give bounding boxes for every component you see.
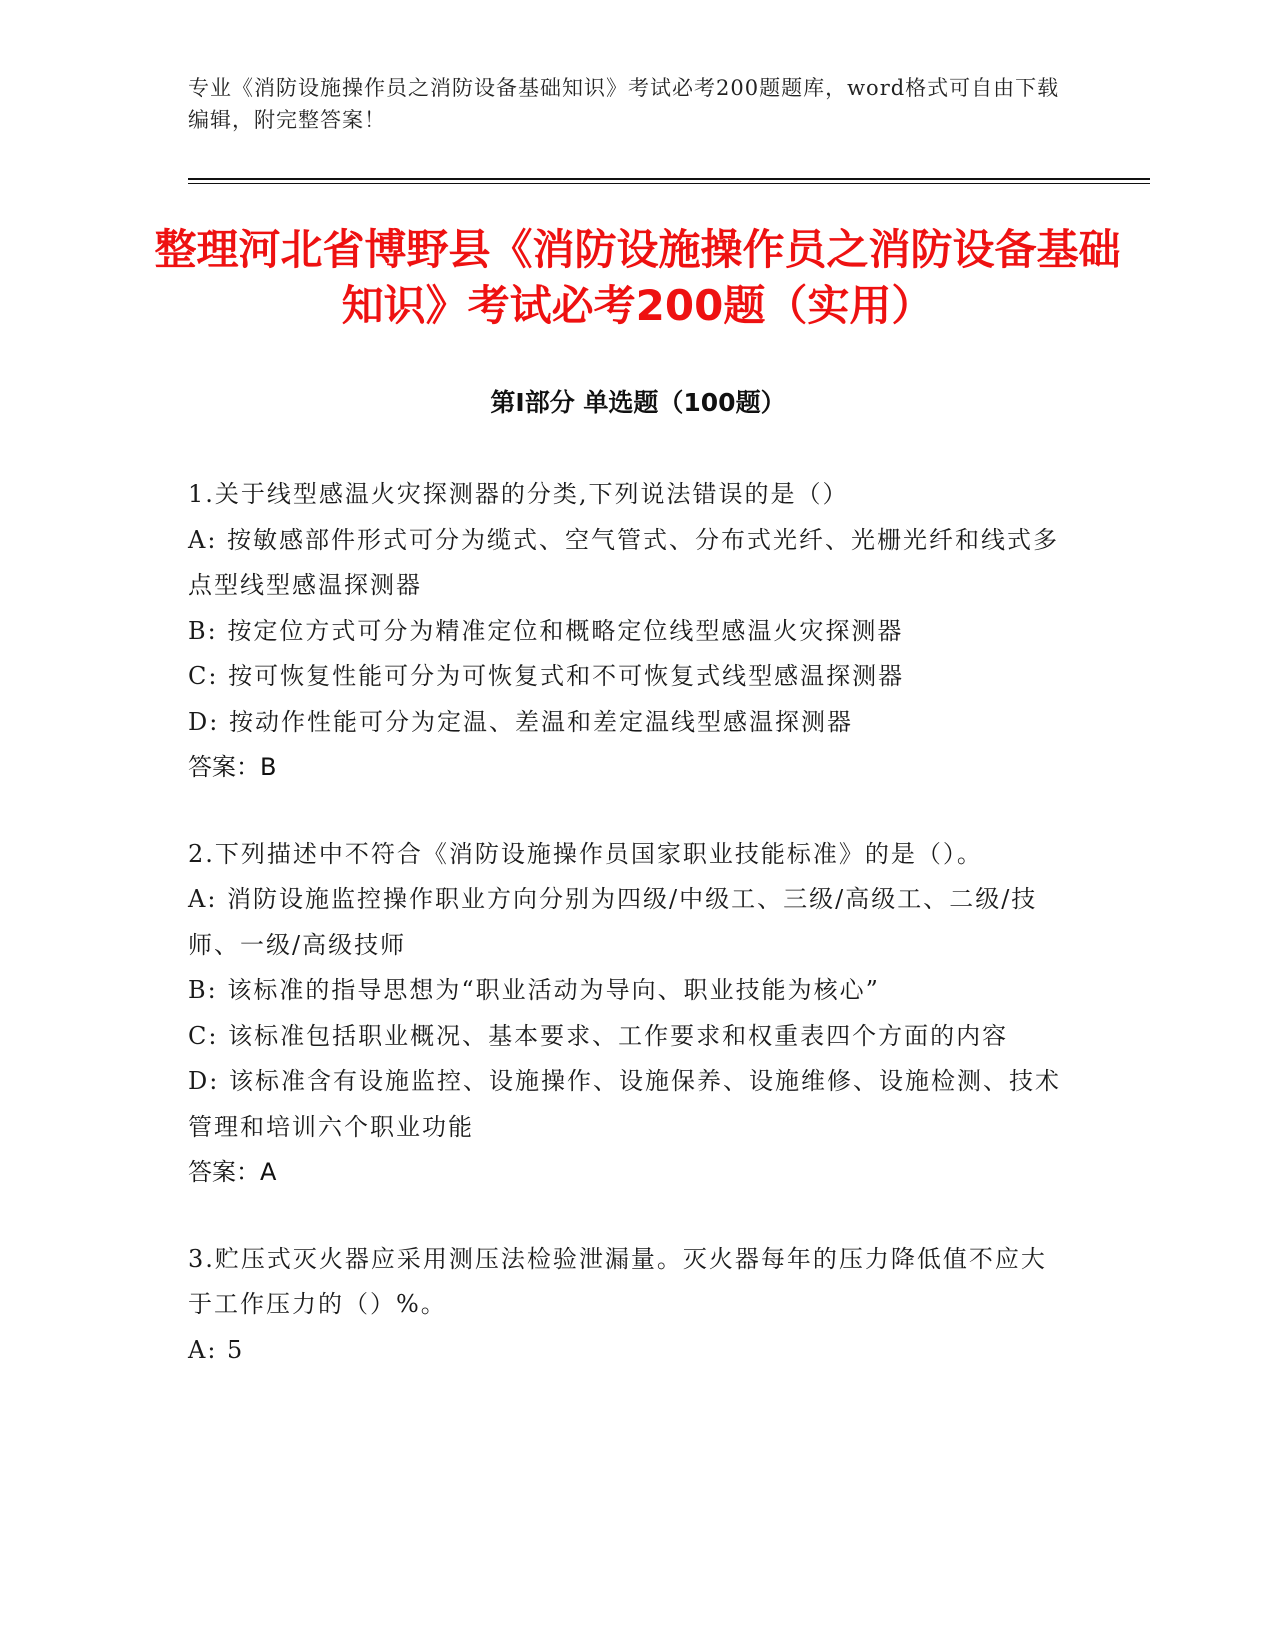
section-heading: 第I部分 单选题（100题）	[490, 388, 786, 417]
question-2	[188, 832, 1068, 1196]
question-3	[188, 1237, 1068, 1374]
option-b: B: 该标准的指导思想为“职业活动为导向、职业技能为核心”	[188, 976, 880, 1004]
header-divider-thick	[188, 178, 1150, 180]
option-c: C: 按可恢复性能可分为可恢复式和不可恢复式线型感温探测器	[188, 662, 905, 690]
option-a: A: 5	[188, 1335, 245, 1364]
question-list	[188, 472, 1068, 1414]
option-d: D: 按动作性能可分为定温、差温和差定温线型感温探测器	[188, 707, 853, 736]
answer-line: 答案：A	[188, 1158, 277, 1186]
document-title: 整理河北省博野县《消防设施操作员之消防设备基础知识》考试必考200题（实用）	[154, 225, 1121, 330]
question-stem: 2.下列描述中不符合《消防设施操作员国家职业技能标准》的是（）。	[188, 839, 983, 868]
option-c: C: 该标准包括职业概况、基本要求、工作要求和权重表四个方面的内容	[188, 1021, 1009, 1050]
header-note: 专业《消防设施操作员之消防设备基础知识》考试必考200题题库，word格式可自由下载编辑，附完整答案！	[188, 76, 1060, 132]
question-1	[188, 472, 1068, 791]
question-stem: 1.关于线型感温火灾探测器的分类,下列说法错误的是（）	[188, 480, 849, 508]
question-stem: 3.贮压式灭火器应采用测压法检验泄漏量。灭火器每年的压力降低值不应大于工作压力的（）%。	[188, 1244, 1047, 1318]
option-a: A: 按敏感部件形式可分为缆式、空气管式、分布式光纤、光栅光纤和线式多点型线型感温探测器	[188, 525, 1060, 599]
option-d: D: 该标准含有设施监控、设施操作、设施保养、设施维修、设施检测、技术管理和培训六个职业功能	[188, 1067, 1061, 1141]
header-divider-thin	[188, 183, 1150, 184]
option-a: A: 消防设施监控操作职业方向分别为四级/中级工、三级/高级工、二级/技师、一级/高级技师	[188, 885, 1038, 959]
option-b: B: 按定位方式可分为精准定位和概略定位线型感温火灾探测器	[188, 616, 904, 645]
answer-line: 答案：B	[188, 753, 277, 781]
